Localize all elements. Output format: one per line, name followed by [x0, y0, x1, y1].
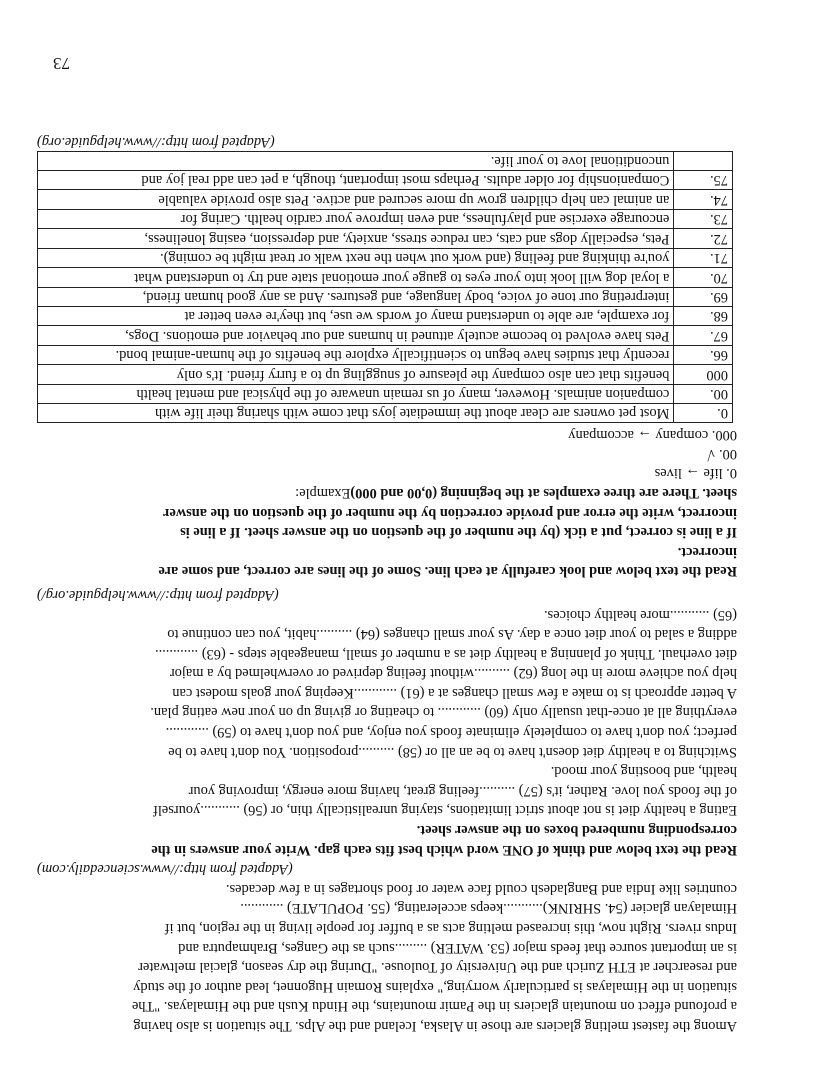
line-number: 72. — [674, 229, 733, 248]
correction-instructions — [37, 482, 737, 580]
instruction-line: If a line is correct, put a tick (by the number of the question on the answer sheet. If a line is — [180, 524, 737, 541]
line-text: Pets, especially dogs and cats, can reduce stress, anxiety, and depression, easing loneliness, — [38, 229, 674, 248]
line-number — [674, 151, 733, 170]
passage-line: a profound effect on mountain glaciers in the Pamir mountains, the Hindu Kush and the Himalayas. "The — [131, 998, 737, 1015]
passage-line: is an important source that feeds major (53. WATER) .........such as the Ganges, Brahmaputra and — [178, 939, 737, 956]
table-row — [38, 345, 733, 364]
line-text: Most pet owners are clear about the immediate joys that come with sharing their life with — [38, 403, 674, 422]
line-number: 71. — [674, 248, 733, 267]
line-text: benefits that can also company the pleasure of snuggling up to a furry friend. It's only — [38, 365, 674, 384]
passage-line: Himalayan glacier (54. SHRINK)...........keeps accelerating, (55. POPULATE) ............ — [240, 900, 737, 917]
line-number: 68. — [674, 306, 733, 325]
table-row — [38, 190, 733, 209]
line-number: 75. — [674, 171, 733, 190]
line-number: 66. — [674, 345, 733, 364]
instruction-line: corresponding numbered boxes on the answer sheet. — [416, 822, 737, 839]
passage-line: countries like India and Bangladesh could face water or food shortages in a few decades. — [225, 880, 737, 897]
instruction-line: Read the text below and look carefully at each line. Some of the lines are correct, and some are — [158, 563, 737, 580]
passage-line: Eating a healthy diet is not about strict limitations, staying unrealistically thin, or (56) ...........yourself — [153, 802, 737, 819]
table-row — [38, 229, 733, 248]
line-number: 000 — [674, 365, 733, 384]
gap-instructions — [37, 819, 737, 858]
passage-line: of the foods you love. Rather, it's (57) ..........feeling great, having more energy, improving your — [188, 782, 737, 799]
source-citation: (Adapted from http://www.helpguide.org/) — [37, 586, 279, 603]
page-number: 73 — [53, 54, 70, 73]
table-row — [38, 287, 733, 306]
table-row — [38, 306, 733, 325]
instruction-line — [37, 482, 737, 502]
diet-passage — [37, 604, 737, 820]
line-number: 74. — [674, 190, 733, 209]
passage-line: Indus rivers. Right now, this increased melting acts as a buffer for people living in the region, but if — [164, 920, 737, 937]
table-row — [38, 403, 733, 422]
source-citation: (Adapted from http://www.sciencedaily.com) — [37, 861, 293, 878]
line-text: an animal can help children grow up more secured and active. Pets also provide valuable — [38, 190, 674, 209]
example-item: 000. company → accompany — [568, 427, 737, 444]
line-text: companion animals. However, many of us remain unaware of the physical and mental health — [38, 384, 674, 403]
line-text: Pets have evolved to become acutely attuned in humans and our behavior and emotions. Dogs, — [38, 326, 674, 345]
table-row — [38, 248, 733, 267]
passage-line: everything all at once-that usually only (60) ............ to cheating or giving up on your new eating plan. — [150, 704, 737, 721]
passage-line: help you achieve more in the long (62) ..........without feeling deprived or overwhelmed by a major — [169, 665, 737, 682]
table-row — [38, 326, 733, 345]
instruction-line: incorrect. — [677, 543, 737, 560]
table-row — [38, 209, 733, 228]
passage-line: health, and boosting your mood. — [550, 763, 737, 780]
line-number: 67. — [674, 326, 733, 345]
line-text: for example, are able to understand many of words we use, but they're even better at — [38, 306, 674, 325]
table-row — [38, 151, 733, 170]
example-label: Example: — [295, 484, 351, 501]
passage-line: A better approach is to make a few small changes at a (61) ............Keeping your goals modest can — [172, 684, 737, 701]
table-row — [38, 268, 733, 287]
example-item: 00. √ — [707, 446, 737, 463]
line-number: 00. — [674, 384, 733, 403]
table-row — [38, 171, 733, 190]
passage-line: Switching to a healthy diet doesn't have to be an all or (58) ..........proposition. You don't have to be — [168, 743, 737, 760]
glacier-passage — [37, 878, 737, 1035]
line-text: encourage exercise and playfulness, and even improve your cardio health. Caring for — [38, 209, 674, 228]
table-row — [38, 384, 733, 403]
line-number: 0. — [674, 403, 733, 422]
error-correction-table — [37, 151, 733, 424]
passage-line: perfect; you don't have to completely eliminate foods you enjoy, and you don't have to (59) ............ — [165, 724, 737, 741]
table-row — [38, 365, 733, 384]
passage-line: situation in the Himalayas is particularly worrying," explains Romain Hugonnet, lead author of the study — [133, 978, 737, 995]
line-text: Companionship for older adults. Perhaps most important, though, a pet can add real joy and — [38, 171, 674, 190]
line-number: 69. — [674, 287, 733, 306]
page-content — [37, 131, 737, 1035]
example-item: 0. life → lives — [654, 465, 737, 482]
passage-line: (65) ...........more healthy choices. — [543, 606, 737, 623]
examples-block — [37, 425, 737, 482]
passage-line: adding a salad to your diet once a day. As your small changes (64) ..........habit, you can continue to — [167, 626, 737, 643]
line-number: 73. — [674, 209, 733, 228]
instruction-line: Read the text below and think of ONE word which best fits each gap. Write your answers in the — [151, 841, 737, 858]
line-text: a loyal dog will look into your eyes to gauge your emotional state and try to understand what — [38, 268, 674, 287]
passage-line: Among the fastest melting glaciers are those in Alaska, Iceland and the Alps. The situation is also having — [133, 1018, 737, 1034]
source-citation: (Adapted from http://www.helpguide.org) — [37, 133, 275, 150]
line-text: unconditional love to your life. — [38, 151, 674, 170]
passage-line: and researcher at ETH Zurich and the University of Toulouse. "During the dry season, glacial meltwater — [138, 959, 737, 976]
line-text: recently that studies have begun to scientifically explore the benefits of the human-animal bond. — [38, 345, 674, 364]
line-text: you're thinking and feeling (and work out when the next walk or treat might be coming). — [38, 248, 674, 267]
instruction-line-text: sheet. There are three examples at the beginning (0,00 and 000) — [350, 484, 737, 501]
line-number: 70. — [674, 268, 733, 287]
line-text: interpreting our tone of voice, body language, and gestures. And as any good human friend, — [38, 287, 674, 306]
passage-line: diet overhaul. Think of planning a healthy diet as a number of small, manageable steps - (63) ............ — [155, 645, 737, 662]
instruction-line: incorrect, write the error and provide correction by the number of the question on the answer — [163, 504, 737, 521]
